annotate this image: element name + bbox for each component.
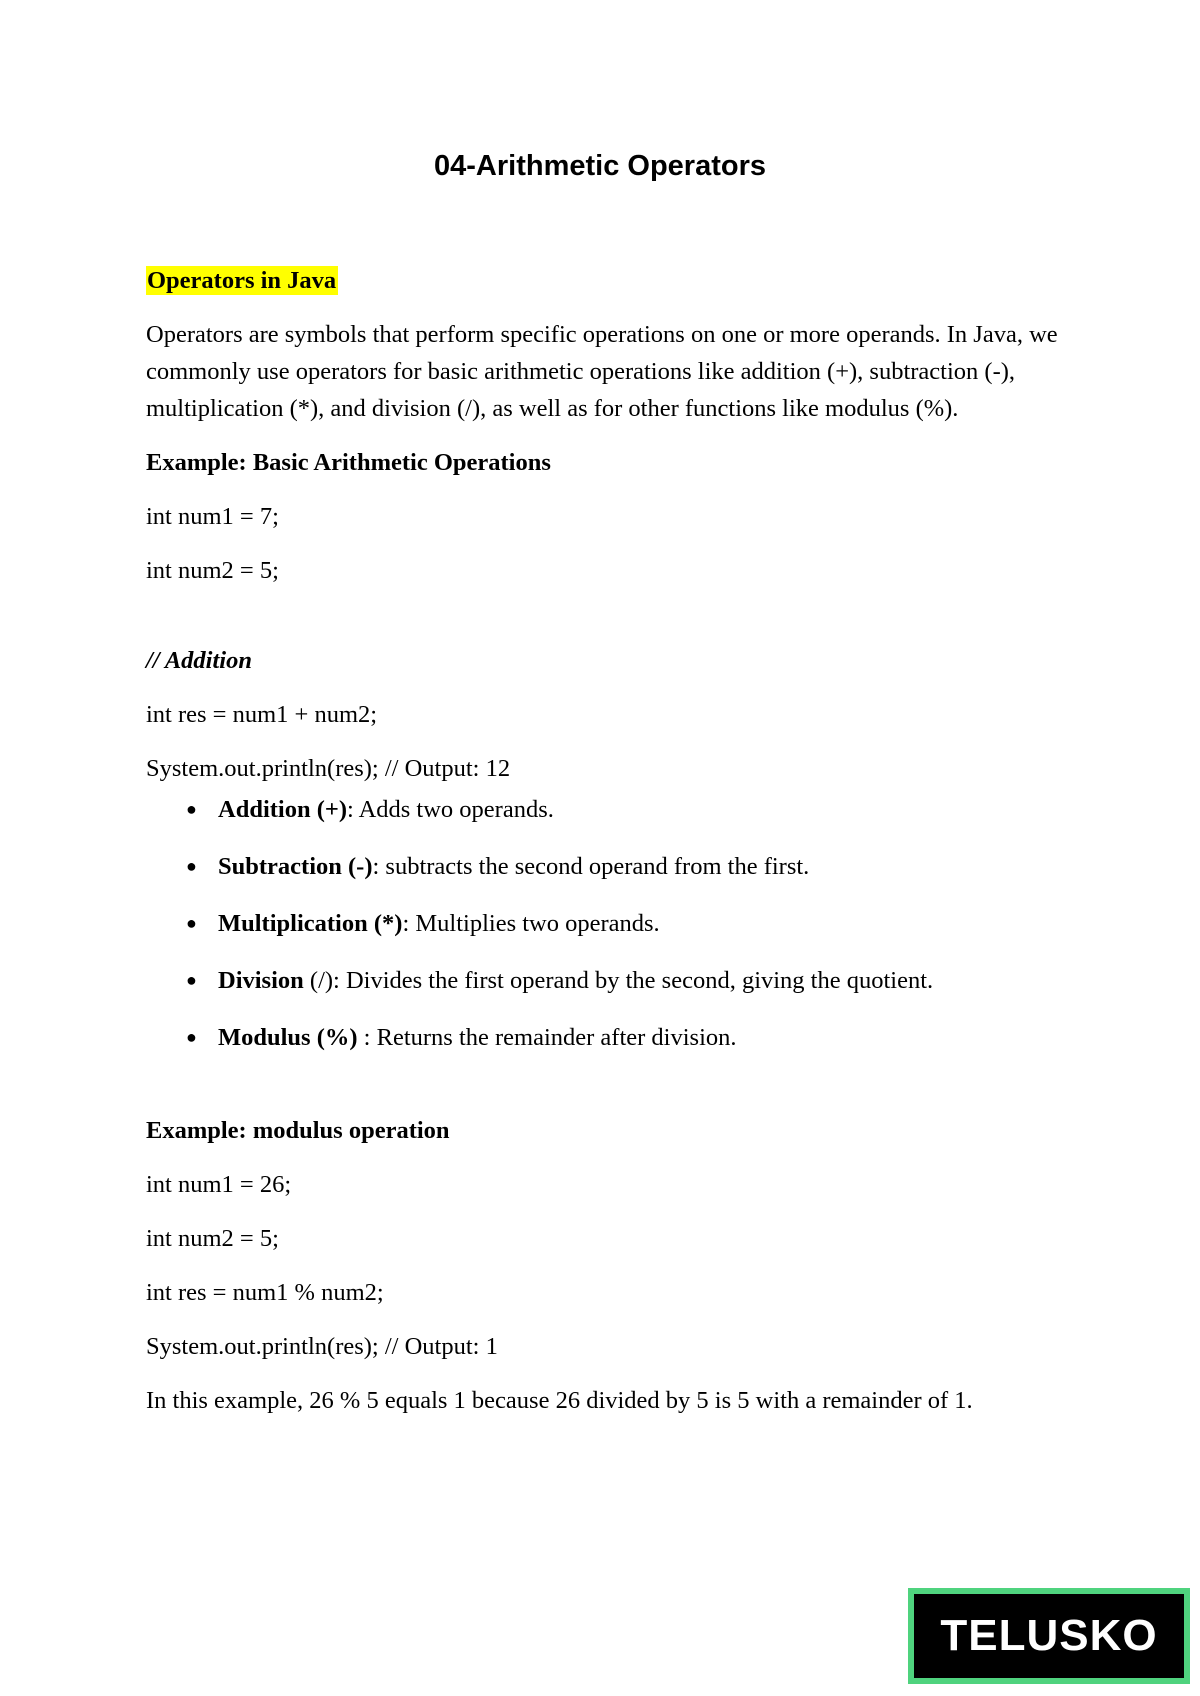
highlighted-heading: Operators in Java (147, 267, 337, 294)
bullet-icon: ● (186, 799, 197, 819)
list-item: ● Subtraction (-): subtracts the second operand from the first. (146, 848, 1066, 885)
bullet-icon: ● (186, 1027, 197, 1047)
example2-heading: Example: modulus operation (146, 1117, 450, 1144)
explanation-paragraph: In this example, 26 % 5 equals 1 because 26 divided by 5 is 5 with a remainder of 1. (146, 1387, 973, 1414)
list-item: ● Addition (+): Adds two operands. (146, 791, 1066, 828)
example1-heading: Example: Basic Arithmetic Operations (146, 449, 551, 476)
code-line: int res = num1 % num2; (146, 1279, 384, 1306)
list-item: ● Division (/): Divides the first operand by the second, giving the quotient. (146, 962, 1066, 999)
bullet-icon: ● (186, 913, 197, 933)
code-line: int num2 = 5; (146, 557, 279, 584)
list-item: ● Multiplication (*): Multiplies two operands. (146, 905, 1066, 942)
code-line: int num2 = 5; (146, 1225, 279, 1252)
bullet-icon: ● (186, 856, 197, 876)
telusko-logo: TELUSKO (908, 1588, 1190, 1684)
code-line: System.out.println(res); // Output: 12 (146, 755, 511, 782)
intro-paragraph: Operators are symbols that perform specific operations on one or more operands. In Java, we commonly use operators for basic arithmetic operations like addition (+), subtraction (-), multiplication (*), and division (/), as well as for other functions like modulus (%). (146, 321, 1058, 422)
list-item: ● Modulus (%) : Returns the remainder after division. (146, 1019, 1066, 1056)
code-line: int res = num1 + num2; (146, 701, 378, 728)
code-line: int num1 = 7; (146, 503, 279, 530)
page-title: 04-Arithmetic Operators (434, 150, 766, 182)
operators-list (146, 791, 1066, 1056)
code-line: System.out.println(res); // Output: 1 (146, 1333, 498, 1360)
bullet-icon: ● (186, 970, 197, 990)
section-heading (146, 262, 1066, 299)
code-line: int num1 = 26; (146, 1171, 292, 1198)
addition-comment: // Addition (146, 647, 252, 674)
document-body (146, 262, 1066, 1419)
